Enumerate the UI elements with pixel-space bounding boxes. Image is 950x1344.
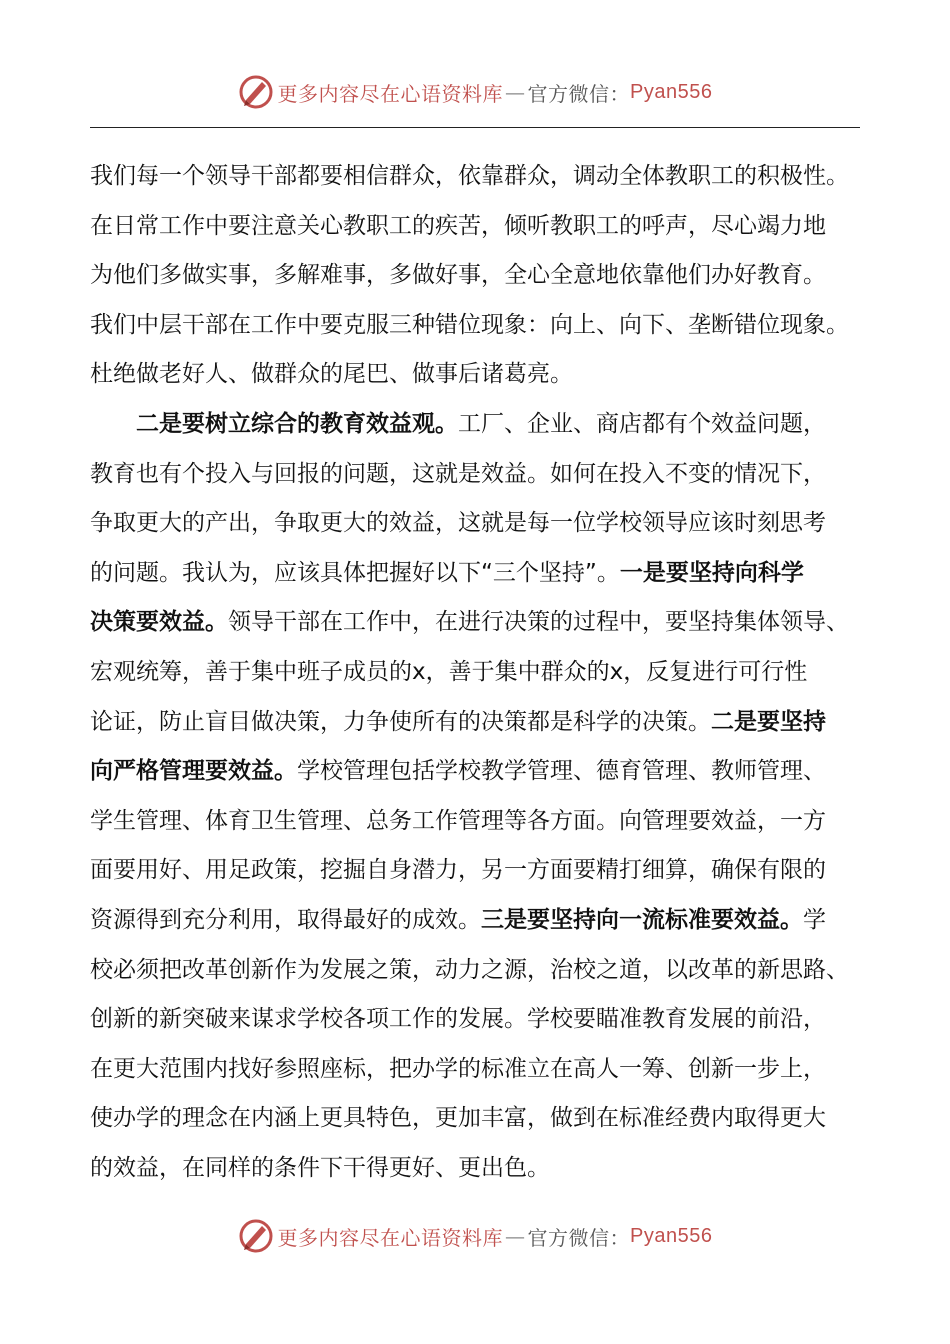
text-line: 教育也有个投入与回报的问题，这就是效益。如何在投入不变的情况下， xyxy=(90,460,826,487)
banner-text: 更多内容尽在心语资料库 xyxy=(277,81,504,106)
bold-heading: 一是要坚持向科学 xyxy=(619,559,804,586)
text-line: 校必须把改革创新作为发展之策，动力之源，治校之道，以改革的新思路、 xyxy=(90,956,849,983)
text-run: 论证，防止盲目做决策，力争使所有的决策都是科学的决策。 xyxy=(90,708,711,735)
text-line: 为他们多做实事，多解难事，多做好事，全心全意地依靠他们办好教育。 xyxy=(90,262,826,289)
text-line xyxy=(90,747,865,797)
text-run: 的问题。我认为，应该具体把握好以下“三个坚持”。 xyxy=(90,559,620,586)
text-line: 学生管理、体育卫生管理、总务工作管理等各方面。向管理要效益，一方 xyxy=(90,807,826,834)
bold-heading: 二是要坚持 xyxy=(711,708,826,735)
text-line xyxy=(90,896,865,946)
text-line xyxy=(90,698,865,748)
document-body xyxy=(90,152,865,1193)
banner-wechat-id: Pyan556 xyxy=(630,1224,713,1247)
banner-wechat-id: Pyan556 xyxy=(630,80,713,103)
pen-nib-logo-icon xyxy=(238,1218,274,1254)
text-line: 杜绝做老好人、做群众的尾巴、做事后诸葛亮。 xyxy=(90,361,573,388)
pen-nib-logo-icon xyxy=(238,74,274,110)
header-banner xyxy=(0,72,950,112)
banner-dash: — xyxy=(505,1224,526,1248)
text-line: 在更大范围内找好参照座标，把办学的标准立在高人一筹、创新一步上， xyxy=(90,1055,826,1082)
text-line xyxy=(90,598,865,648)
text-run: 资源得到充分利用，取得最好的成效。 xyxy=(90,906,481,933)
banner-wechat-label: 官方微信： xyxy=(527,1225,631,1250)
bold-heading: 向严格管理要效益。 xyxy=(90,758,297,785)
banner-wechat-label: 官方微信： xyxy=(527,81,631,106)
text-run: 工厂、企业、商店都有个效益问题， xyxy=(458,410,826,437)
bold-heading: 三是要坚持向一流标准要效益。 xyxy=(481,906,803,933)
text-line: 我们每一个领导干部都要相信群众，依靠群众，调动全体教职工的积极性。 xyxy=(90,163,849,189)
text-line: 我们中层干部在工作中要克服三种错位现象：向上、向下、垄断错位现象。 xyxy=(90,311,849,338)
text-run: 学校管理包括学校教学管理、德育管理、教师管理、 xyxy=(297,758,826,785)
banner-text: 更多内容尽在心语资料库 xyxy=(277,1225,504,1250)
text-line: 面要用好、用足政策，挖掘自身潜力，另一方面要精打细算，确保有限的 xyxy=(90,857,826,884)
bold-heading: 决策要效益。 xyxy=(90,609,228,636)
text-line: 争取更大的产出，争取更大的效益，这就是每一位学校领导应该时刻思考 xyxy=(90,510,826,537)
text-line: 创新的新突破来谋求学校各项工作的发展。学校要瞄准教育发展的前沿， xyxy=(90,1006,826,1033)
text-line: 在日常工作中要注意关心教职工的疾苦，倾听教职工的呼声，尽心竭力地 xyxy=(90,212,826,239)
text-run: 学 xyxy=(803,906,826,933)
text-line: 宏观统筹，善于集中班子成员的x，善于集中群众的x，反复进行可行性 xyxy=(90,658,808,685)
text-line xyxy=(90,549,865,599)
header-rule xyxy=(90,127,860,128)
banner-dash: — xyxy=(505,80,526,104)
text-line: 使办学的理念在内涵上更具特色，更加丰富，做到在标准经费内取得更大 xyxy=(90,1105,826,1132)
text-line xyxy=(90,400,865,450)
text-line: 的效益，在同样的条件下干得更好、更出色。 xyxy=(90,1154,550,1181)
footer-banner xyxy=(0,1216,950,1256)
bold-heading: 二是要树立综合的教育效益观。 xyxy=(136,410,458,437)
text-run: 领导干部在工作中，在进行决策的过程中，要坚持集体领导、 xyxy=(228,609,849,636)
